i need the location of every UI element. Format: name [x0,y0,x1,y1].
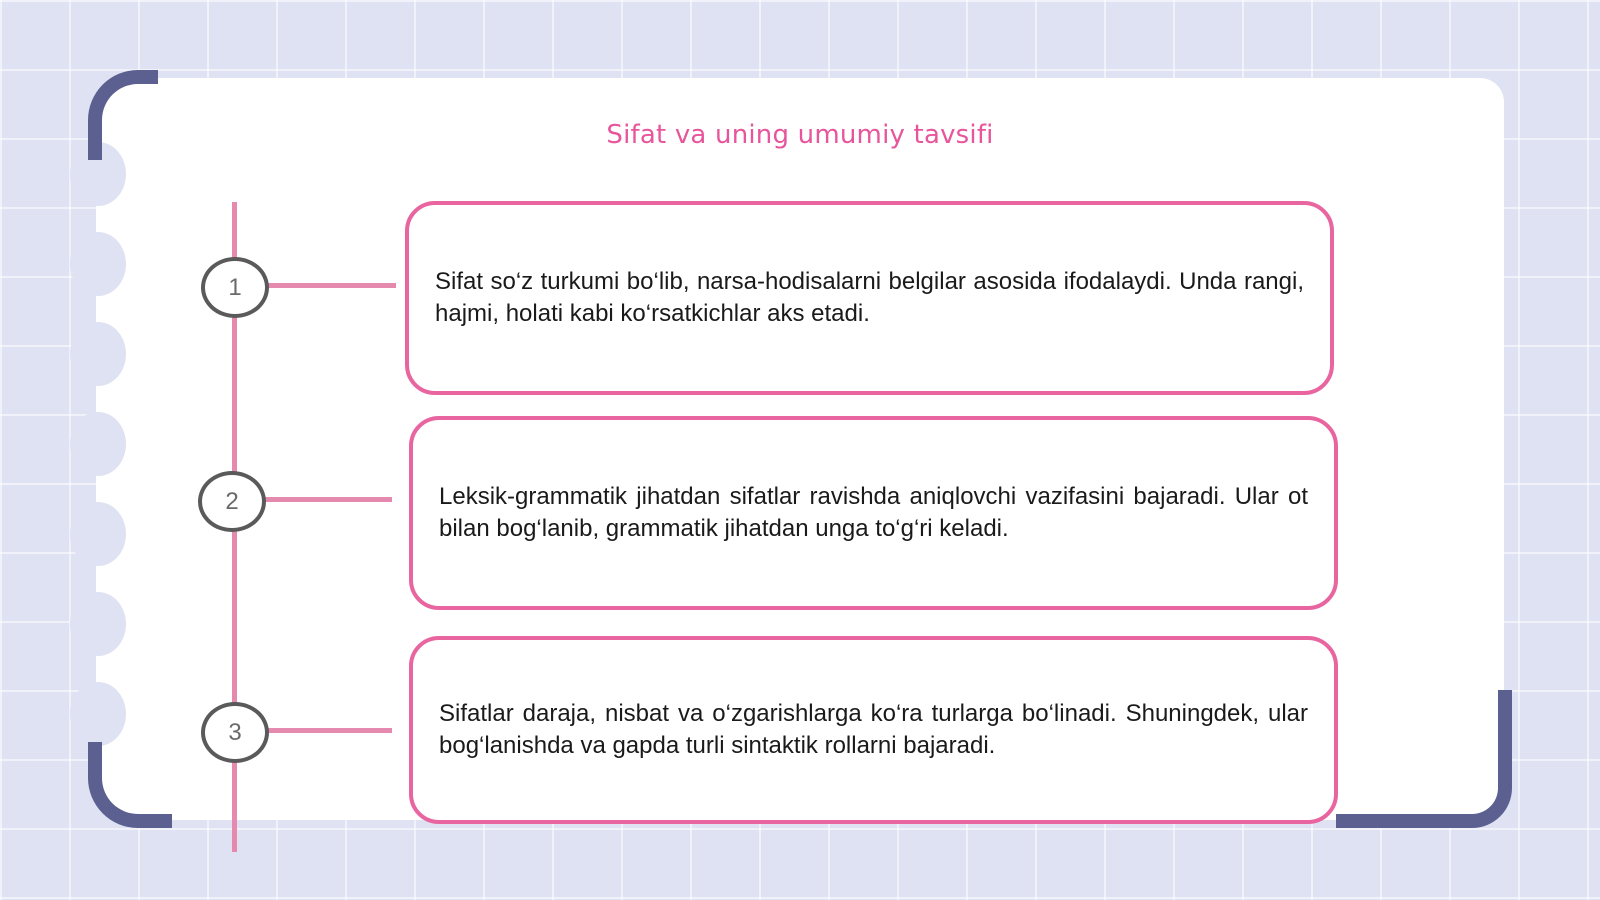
step-connector [262,497,392,502]
step-card [405,201,1334,395]
step-number-badge: 2 [198,471,266,532]
step-card-text: Sifatlar daraja, nisbat va o‘zgarishlarga ko‘ra turlarga bo‘linadi. Shuningdek, ular bog‘lanishda va gapda turli sintaktik rollarni bajaradi. [439,700,1308,759]
step-number-badge: 3 [201,702,269,763]
step-connector [266,283,396,288]
paper-scallop [70,682,126,746]
paper-scallop [70,502,126,566]
paper-scallop [70,592,126,656]
step-number-badge: 1 [201,257,269,318]
frame-corner-top-left [88,70,158,160]
step-connector [266,728,392,733]
frame-corner-bottom-right [1336,690,1512,828]
slide-title: Sifat va uning umumiy tavsifi [606,120,994,150]
step-card-text: Leksik-grammatik jihatdan sifatlar ravishda aniqlovchi vazifasini bajaradi. Ular ot bilan bog‘lanib, grammatik jihatdan unga to‘g‘ri keladi. [439,483,1308,542]
paper-scallop [70,232,126,296]
paper-scallop [70,412,126,476]
step-card-text: Sifat so‘z turkumi bo‘lib, narsa-hodisalarni belgilar asosida ifodalaydi. Unda rangi, hajmi, holati kabi ko‘rsatkichlar aks etadi. [435,268,1304,327]
step-card [409,636,1338,824]
step-card [409,416,1338,610]
frame-corner-bottom-left [88,742,172,828]
paper-scallop [70,322,126,386]
